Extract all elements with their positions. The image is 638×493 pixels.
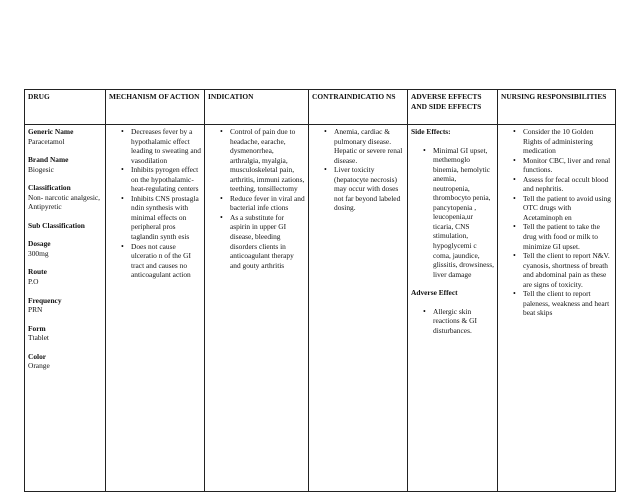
brand-name-label: Brand Name bbox=[28, 155, 69, 165]
list-item: • Minimal GI upset, methemoglo binemia, hemolytic anemia, neutropenia, thrombocyto penia, pancytopenia , leucopenia,ur ticaria, CNS stimulation, hypoglycemi c coma, jaundice, glissitis, drowsiness, liver damage bbox=[433, 146, 494, 280]
drug-study-table bbox=[24, 89, 616, 492]
header-mechanism: MECHANISM OF ACTION bbox=[106, 90, 205, 125]
dosage-label: Dosage bbox=[28, 239, 51, 249]
generic-name-label: Generic Name bbox=[28, 127, 74, 136]
form-label: Form bbox=[28, 323, 46, 333]
header-indication: INDICATION bbox=[205, 90, 309, 125]
route-value: P.O bbox=[28, 277, 39, 287]
adverse-effects-cell bbox=[408, 125, 498, 492]
list-item: • Tell the patient to take the drug with food or milk to minimize GI upset. bbox=[523, 222, 612, 251]
nursing-cell bbox=[498, 125, 616, 492]
generic-name-value: Paracetamol bbox=[28, 136, 65, 146]
list-item: • Consider the 10 Golden Rights of administering medication bbox=[523, 127, 612, 156]
adverse-effect-label: Adverse Effect bbox=[411, 288, 458, 298]
list-item: • Inhibits pyrogen effect on the hypothalamic-heat-regulating centers bbox=[131, 165, 201, 194]
list-item: • Monitor CBC, liver and renal functions. bbox=[523, 156, 612, 175]
color-label: Color bbox=[28, 351, 47, 361]
frequency-label: Frequency bbox=[28, 295, 62, 305]
header-nursing-responsibilities: NURSING RESPONSIBILITIES bbox=[498, 90, 616, 125]
list-item: • Liver toxicity (hepatocyte necrosis) may occur with doses not far beyond labeled dosing. bbox=[334, 165, 404, 213]
list-item: • Inhibits CNS prostagla ndin synthesis with minimal effects on peripheral pros taglandin synth esis bbox=[131, 194, 201, 242]
list-item: • Allergic skin reactions & GI disturbances. bbox=[433, 307, 494, 336]
header-drug: DRUG bbox=[25, 90, 106, 125]
list-item: • Assess for fecal occult blood and nephritis. bbox=[523, 175, 612, 194]
list-item: • Tell the client to report paleness, weakness and heart beat skips bbox=[523, 289, 612, 318]
route-label: Route bbox=[28, 267, 47, 277]
list-item: • Does not cause ulceratio n of the GI tract and causes no anticoagulant action bbox=[131, 242, 201, 280]
list-item: • Control of pain due to headache, earache, dysmenorrhea, arthralgia, myalgia, musculoskeletal pain, arthritis, immuni zations, teething, tonsillectomy bbox=[230, 127, 305, 194]
drug-cell bbox=[25, 125, 106, 492]
classification-label: Classification bbox=[28, 183, 71, 193]
frequency-value: PRN bbox=[28, 305, 43, 315]
sub-classification-label: Sub Classification bbox=[28, 220, 85, 230]
table-row bbox=[25, 125, 616, 492]
brand-name-value: Biogesic bbox=[28, 164, 54, 174]
list-item: • Reduce fever in viral and bacterial infe ctions bbox=[230, 194, 305, 213]
contraindication-cell bbox=[309, 125, 408, 492]
form-value: Ttablet bbox=[28, 333, 49, 343]
header-contraindications: CONTRAINDICATIO NS bbox=[309, 90, 408, 125]
list-item: • Tell the patient to avoid using OTC drugs with Acetaminoph en bbox=[523, 194, 612, 223]
dosage-value: 300mg bbox=[28, 248, 49, 258]
side-effects-label: Side Effects: bbox=[411, 127, 451, 136]
indication-cell bbox=[205, 125, 309, 492]
header-adverse-effects: ADVERSE EFFECTS AND SIDE EFFECTS bbox=[408, 90, 498, 125]
list-item: • Decreases fever by a hypothalamic effect leading to sweating and vasodilation bbox=[131, 127, 201, 165]
mechanism-cell bbox=[106, 125, 205, 492]
list-item: • Tell the client to report N&V. cyanosis, shortness of breath and abdominal pain as these are signs of toxicity. bbox=[523, 251, 612, 289]
header-row bbox=[25, 90, 616, 125]
color-value: Orange bbox=[28, 361, 50, 371]
list-item: • Anemia, cardiac & pulmonary disease. Hepatic or severe renal disease. bbox=[334, 127, 404, 165]
classification-value: Non- narcotic analgesic, Antipyretic bbox=[28, 192, 101, 212]
list-item: • As a substitute for aspirin in upper GI disease, bleeding disorders clients in anticoagulant therapy and gouty arthritis bbox=[230, 213, 305, 270]
